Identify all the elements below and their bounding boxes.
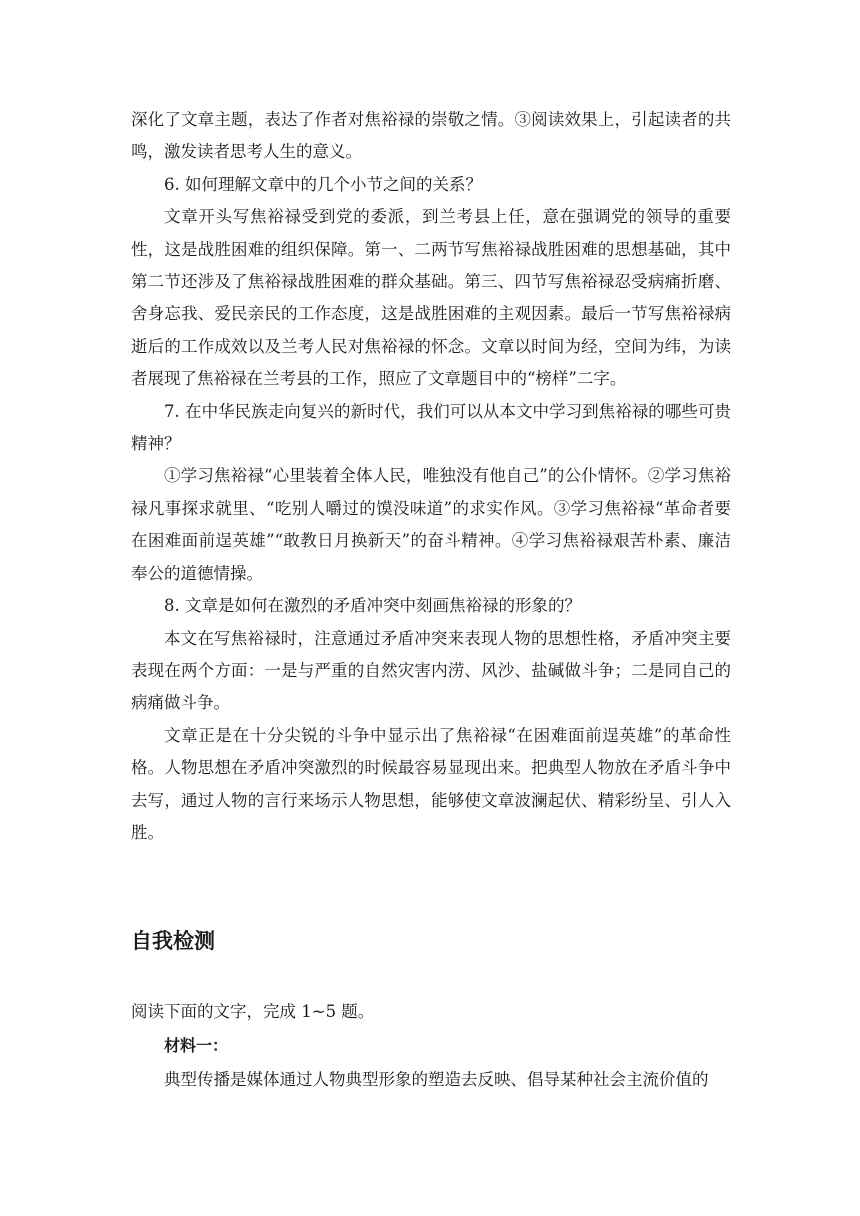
question-7: 7. 在中华民族走向复兴的新时代，我们可以从本文中学习到焦裕禄的哪些可贵精神？: [131, 401, 731, 454]
answer-8-part-2: 文章正是在十分尖锐的斗争中显示出了焦裕禄“在困难面前逞英雄”的革命性格。人物思想在矛盾冲突激烈的时候最容易显现出来。把典型人物放在矛盾斗争中去写，通过人物的言行来场示人物思想，能够使文章波澜起伏、精彩纷呈、引人入胜。: [131, 725, 731, 842]
material-label: 材料一：: [164, 1036, 229, 1055]
question-8: 8. 文章是如何在激烈的矛盾冲突中刻画焦裕禄的形象的？: [164, 596, 581, 616]
answer-8-part-1: 本文在写焦裕禄时，注意通过矛盾冲突来表现人物的思想性格，矛盾冲突主要表现在两个方面：一是与严重的自然灾害内涝、风沙、盐碱做斗争；二是同自己的病痛做斗争。: [131, 628, 731, 713]
question-6: 6. 如何理解文章中的几个小节之间的关系？: [164, 174, 482, 194]
answer-7: ①学习焦裕禄“心里装着全体人民，唯独没有他自己”的公仆情怀。②学习焦裕禄凡事探求就里、“吃别人嚼过的馍没味道”的求实作风。③学习焦裕禄“革命者要在困难面前逞英雄”“敢教日月换新天”的奋斗精神。④学习焦裕禄艰苦朴素、廉洁奉公的道德情操。: [131, 466, 731, 583]
answer-5-continued: 深化了文章主题，表达了作者对焦裕禄的崇敬之情。③阅读效果上，引起读者的共鸣，激发读者思考人生的意义。: [131, 110, 731, 162]
material-text: 典型传播是媒体通过人物典型形象的塑造去反映、倡导某种社会主流价值的: [164, 1070, 709, 1089]
reading-instruction: 阅读下面的文字，完成 1~5 题。: [131, 1002, 375, 1021]
section-heading: 自我检测: [131, 929, 215, 953]
answer-6: 文章开头写焦裕禄受到党的委派，到兰考县上任，意在强调党的领导的重要性，这是战胜困难的组织保障。第一、二两节写焦裕禄战胜困难的思想基础，其中第二节还涉及了焦裕禄战胜困难的群众基础。第三、四节写焦裕禄忍受病痛折磨、舍身忘我、爱民亲民的工作态度，这是战胜困难的主观因素。最后一节写焦裕禄病逝后的工作成效以及兰考人民对焦裕禄的怀念。文章以时间为经，空间为纬，为读者展现了焦裕禄在兰考县的工作，照应了文章题目中的“榜样”二字。: [131, 207, 731, 389]
document-page: [131, 104, 731, 849]
